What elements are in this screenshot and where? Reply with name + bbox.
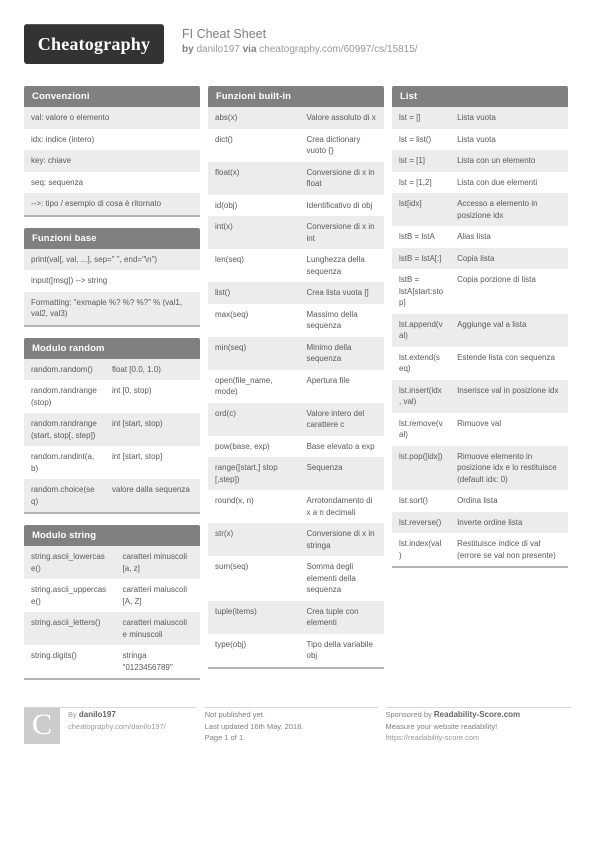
row-term: float(x) bbox=[208, 162, 300, 195]
row-description: Accesso a elemento in posizione idx bbox=[450, 193, 568, 226]
row-term: -->: tipo / esempio di cosa è ritornato bbox=[24, 193, 200, 216]
table-row bbox=[208, 523, 384, 556]
author-name[interactable]: danilo197 bbox=[196, 44, 240, 55]
avatar: C bbox=[24, 708, 60, 744]
row-term: len(seq) bbox=[208, 249, 300, 282]
card-list bbox=[392, 86, 568, 568]
table-row bbox=[208, 457, 384, 490]
row-term: string.ascii_letters() bbox=[24, 612, 116, 645]
card-table bbox=[24, 249, 200, 327]
table-row bbox=[392, 533, 568, 567]
row-term: lst.append(val) bbox=[392, 314, 450, 347]
row-description: Tipo della variabile obj bbox=[300, 634, 384, 668]
table-row bbox=[392, 150, 568, 172]
table-row bbox=[208, 601, 384, 634]
row-term: int(x) bbox=[208, 216, 300, 249]
table-row bbox=[208, 195, 384, 217]
row-description: Base elevato a exp bbox=[300, 436, 384, 458]
card-table bbox=[24, 546, 200, 680]
table-row bbox=[24, 292, 200, 326]
row-term: lst = [1,2] bbox=[392, 172, 450, 194]
row-description: stringa "0123456789" bbox=[116, 645, 200, 679]
row-description: Restituisce indice di val (errore se val non presente) bbox=[450, 533, 568, 567]
row-term: string.ascii_lowercase() bbox=[24, 546, 116, 579]
publish-info bbox=[205, 708, 304, 744]
page-header bbox=[24, 24, 580, 72]
card-funzioni-base bbox=[24, 228, 200, 327]
table-row bbox=[392, 193, 568, 226]
table-row bbox=[24, 193, 200, 216]
column-2 bbox=[208, 86, 384, 680]
card-table bbox=[24, 359, 200, 515]
row-term: lst[idx] bbox=[392, 193, 450, 226]
author-info bbox=[68, 708, 166, 744]
table-row bbox=[392, 446, 568, 491]
row-description: Sequenza bbox=[300, 457, 384, 490]
row-term: key: chiave bbox=[24, 150, 200, 172]
row-description: Conversione di x in stringa bbox=[300, 523, 384, 556]
row-description: Conversione di x in float bbox=[300, 162, 384, 195]
row-term: open(file_name, mode) bbox=[208, 370, 300, 403]
by-label-footer: By bbox=[68, 710, 77, 719]
card-modulo-string bbox=[24, 525, 200, 680]
last-updated: Last updated 16th May, 2018. bbox=[204, 721, 304, 731]
title-block bbox=[182, 24, 418, 57]
by-label: by bbox=[182, 44, 194, 55]
table-row bbox=[392, 413, 568, 446]
row-description: Lista con due elementi bbox=[450, 172, 568, 194]
row-description: float [0.0, 1.0) bbox=[105, 359, 200, 381]
table-row bbox=[208, 129, 384, 162]
table-row bbox=[208, 370, 384, 403]
author-profile-url[interactable]: cheatography.com/danilo197/ bbox=[68, 721, 166, 731]
table-row bbox=[208, 436, 384, 458]
column-1 bbox=[24, 86, 200, 691]
row-description: int [start, stop) bbox=[105, 413, 200, 446]
byline bbox=[182, 42, 418, 57]
footer-sponsor-block bbox=[386, 707, 573, 744]
table-row bbox=[208, 304, 384, 337]
table-row bbox=[208, 216, 384, 249]
row-term: round(x, n) bbox=[208, 490, 300, 523]
table-row bbox=[24, 479, 200, 513]
row-term: lstB = lstA[start:stop] bbox=[392, 269, 450, 314]
row-term: idx: indice (intero) bbox=[24, 129, 200, 151]
row-term: abs(x) bbox=[208, 107, 300, 129]
sponsored-label: Sponsored by bbox=[385, 710, 432, 719]
card-table bbox=[392, 107, 568, 568]
page-count: Page 1 of 1. bbox=[204, 733, 246, 742]
row-description: int [start, stop] bbox=[105, 446, 200, 479]
sponsor-tagline: Measure your website readability! bbox=[385, 721, 498, 731]
table-row bbox=[24, 579, 200, 612]
row-term: id(obj) bbox=[208, 195, 300, 217]
table-row bbox=[24, 359, 200, 381]
row-description: Massimo della sequenza bbox=[300, 304, 384, 337]
row-term: lst.reverse() bbox=[392, 512, 450, 534]
row-term: lst.sort() bbox=[392, 490, 450, 512]
card-title: Convenzioni bbox=[24, 86, 200, 107]
table-row bbox=[392, 248, 568, 270]
row-term: seq: sequenza bbox=[24, 172, 200, 194]
row-term: string.digits() bbox=[24, 645, 116, 679]
row-term: lst.pop([idx]) bbox=[392, 446, 450, 491]
row-description: Valore assoluto di x bbox=[300, 107, 384, 129]
row-term: lstB = lstA[:] bbox=[392, 248, 450, 270]
via-label: via bbox=[242, 44, 257, 55]
row-term: lst = [1] bbox=[392, 150, 450, 172]
table-row bbox=[24, 645, 200, 679]
table-row bbox=[24, 107, 200, 129]
row-description: Alias lista bbox=[450, 226, 568, 248]
row-term: random.randint(a, b) bbox=[24, 446, 105, 479]
row-description: Crea tuple con elementi bbox=[300, 601, 384, 634]
row-description: Lista vuota bbox=[450, 129, 568, 151]
row-term: tuple(items) bbox=[208, 601, 300, 634]
table-row bbox=[392, 314, 568, 347]
sponsor-info bbox=[386, 708, 521, 744]
row-term: random.random() bbox=[24, 359, 105, 381]
row-description: Minimo della sequenza bbox=[300, 337, 384, 370]
sponsor-url[interactable]: https://readability-score.com bbox=[385, 733, 480, 742]
row-description: caratteri minuscoli [a, z] bbox=[116, 546, 200, 579]
row-term: random.randrange(start, stop[, step]) bbox=[24, 413, 105, 446]
row-term: list() bbox=[208, 282, 300, 304]
table-row bbox=[208, 337, 384, 370]
row-term: max(seq) bbox=[208, 304, 300, 337]
column-3 bbox=[392, 86, 568, 579]
row-term: lst.remove(val) bbox=[392, 413, 450, 446]
table-row bbox=[392, 172, 568, 194]
card-title: Modulo string bbox=[24, 525, 200, 546]
row-description: Arrotondamento di x a n decimali bbox=[300, 490, 384, 523]
row-term: pow(base, exp) bbox=[208, 436, 300, 458]
row-description: Estende lista con sequenza bbox=[450, 347, 568, 380]
row-description: Inserisce val in posizione idx bbox=[450, 380, 568, 413]
row-term: Formatting: "exmaple %? %? %?" % (val1, val2, val3) bbox=[24, 292, 200, 326]
row-description: Lista vuota bbox=[450, 107, 568, 129]
cheatography-logo[interactable] bbox=[24, 24, 164, 64]
row-description: Somma degli elementi della sequenza bbox=[300, 556, 384, 601]
row-description: caratteri maiuscoli [A, Z] bbox=[116, 579, 200, 612]
row-term: random.randrange(stop) bbox=[24, 380, 105, 413]
table-row bbox=[24, 129, 200, 151]
row-description: Conversione di x in int bbox=[300, 216, 384, 249]
row-description: Copia lista bbox=[450, 248, 568, 270]
table-row bbox=[208, 249, 384, 282]
table-row bbox=[392, 490, 568, 512]
sponsor-name[interactable]: Readability-Score.com bbox=[433, 710, 521, 719]
row-description: Aggiunge val a lista bbox=[450, 314, 568, 347]
footer-publish-block bbox=[205, 707, 378, 744]
row-term: input([msg]) --> string bbox=[24, 270, 200, 292]
row-description: Crea lista vuota [] bbox=[300, 282, 384, 304]
table-row bbox=[392, 347, 568, 380]
row-description: Identificativo di obj bbox=[300, 195, 384, 217]
author-line bbox=[68, 709, 166, 721]
table-row bbox=[208, 162, 384, 195]
table-row bbox=[392, 380, 568, 413]
row-term: lst.extend(seq) bbox=[392, 347, 450, 380]
publish-status: Not published yet. bbox=[204, 710, 265, 719]
card-title: Funzioni base bbox=[24, 228, 200, 249]
row-term: ord(c) bbox=[208, 403, 300, 436]
card-table bbox=[208, 107, 384, 669]
row-term: lst = list() bbox=[392, 129, 450, 151]
row-description: Copia porzione di lista bbox=[450, 269, 568, 314]
row-term: min(seq) bbox=[208, 337, 300, 370]
card-title: Modulo random bbox=[24, 338, 200, 359]
card-funzioni-built-in bbox=[208, 86, 384, 669]
table-row bbox=[208, 490, 384, 523]
row-description: int [0, stop) bbox=[105, 380, 200, 413]
row-term: dict() bbox=[208, 129, 300, 162]
row-term: val: valore o elemento bbox=[24, 107, 200, 129]
row-description: Rimuove elemento in posizione idx e lo restituisce (default idx: 0) bbox=[450, 446, 568, 491]
table-row bbox=[208, 107, 384, 129]
row-description: Apertura file bbox=[300, 370, 384, 403]
row-description: valore dalla sequenza bbox=[105, 479, 200, 513]
row-description: Rimuove val bbox=[450, 413, 568, 446]
row-term: type(obj) bbox=[208, 634, 300, 668]
row-description: Crea dictionary vuoto {} bbox=[300, 129, 384, 162]
table-row bbox=[24, 380, 200, 413]
row-description: caratteri maiuscoli e minuscoli bbox=[116, 612, 200, 645]
table-row bbox=[392, 107, 568, 129]
row-term: random.choice(seq) bbox=[24, 479, 105, 513]
table-row bbox=[24, 546, 200, 579]
row-term: lst.insert(idx, val) bbox=[392, 380, 450, 413]
table-row bbox=[392, 129, 568, 151]
page-footer bbox=[24, 697, 580, 744]
card-title: List bbox=[392, 86, 568, 107]
row-description: Inverte ordine lista bbox=[450, 512, 568, 534]
table-row bbox=[392, 226, 568, 248]
footer-author-name[interactable]: danilo197 bbox=[78, 710, 116, 719]
table-row bbox=[24, 413, 200, 446]
table-row bbox=[24, 249, 200, 271]
table-row bbox=[208, 634, 384, 668]
page-title: FI Cheat Sheet bbox=[182, 27, 267, 41]
card-table bbox=[24, 107, 200, 217]
card-title: Funzioni built-in bbox=[208, 86, 384, 107]
table-row bbox=[24, 150, 200, 172]
table-row bbox=[208, 282, 384, 304]
row-term: string.ascii_uppercase() bbox=[24, 579, 116, 612]
card-convenzioni bbox=[24, 86, 200, 217]
source-url[interactable]: cheatography.com/60997/cs/15815/ bbox=[259, 44, 418, 55]
row-description: Lunghezza della sequenza bbox=[300, 249, 384, 282]
row-term: sum(seq) bbox=[208, 556, 300, 601]
row-description: Valore intero del carattere c bbox=[300, 403, 384, 436]
table-row bbox=[208, 556, 384, 601]
row-term: range([start,] stop [,step]) bbox=[208, 457, 300, 490]
table-row bbox=[208, 403, 384, 436]
footer-author-block bbox=[24, 707, 197, 744]
card-modulo-random bbox=[24, 338, 200, 515]
table-row bbox=[392, 512, 568, 534]
row-description: Ordina lista bbox=[450, 490, 568, 512]
table-row bbox=[24, 172, 200, 194]
logo-text: Cheatography bbox=[37, 33, 151, 54]
table-row bbox=[392, 269, 568, 314]
row-description: Lista con un elemento bbox=[450, 150, 568, 172]
row-term: str(x) bbox=[208, 523, 300, 556]
columns-container bbox=[24, 86, 580, 691]
table-row bbox=[24, 612, 200, 645]
row-term: lst = [] bbox=[392, 107, 450, 129]
row-term: print(val[, val, ...], sep=" ", end="\n") bbox=[24, 249, 200, 271]
row-term: lstB = lstA bbox=[392, 226, 450, 248]
table-row bbox=[24, 270, 200, 292]
table-row bbox=[24, 446, 200, 479]
row-term: lst.index(val) bbox=[392, 533, 450, 567]
sponsor-line bbox=[386, 709, 521, 721]
